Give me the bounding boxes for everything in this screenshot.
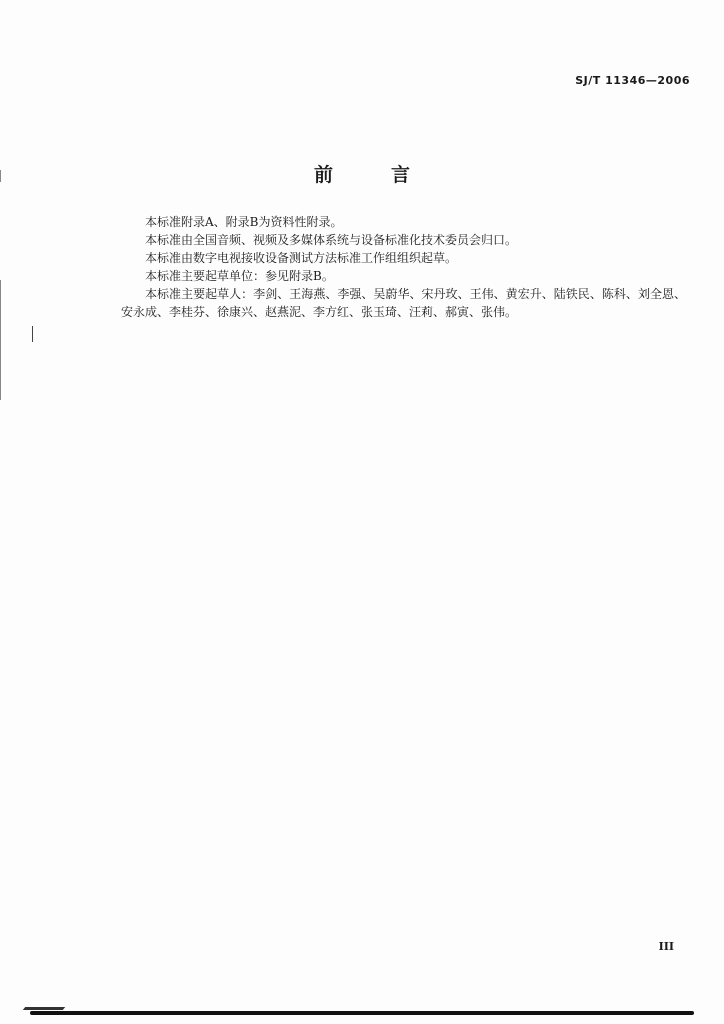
scan-edge-mark: [0, 280, 1, 400]
standard-code: SJ/T 11346—2006: [575, 74, 690, 87]
foreword-body: [121, 213, 686, 321]
scan-edge-mark: [0, 170, 1, 182]
paragraph-drafters: 本标准主要起草人：李剑、王海燕、李强、吴蔚华、宋丹玫、王伟、黄宏升、陆铁民、陈科、刘全恩、安永成、李桂芬、徐康兴、赵燕泥、李方红、张玉琦、汪莉、郝寅、张伟。: [121, 287, 686, 319]
paragraph-drafting-units: 本标准主要起草单位：参见附录B。: [145, 269, 334, 283]
title-char-2: 言: [391, 164, 411, 186]
page-title: [0, 160, 724, 187]
paragraph-committee: 本标准由全国音频、视频及多媒体系统与设备标准化技术委员会归口。: [145, 233, 518, 247]
paragraph-annex-info: 本标准附录A、附录B为资料性附录。: [145, 215, 343, 229]
scan-tick-mark: [32, 326, 33, 342]
page-number: III: [658, 940, 674, 953]
title-char-1: 前: [313, 164, 333, 186]
paragraph-drafting-group: 本标准由数字电视接收设备测试方法标准工作组组织起草。: [145, 251, 458, 265]
bottom-rule: [30, 1011, 694, 1015]
